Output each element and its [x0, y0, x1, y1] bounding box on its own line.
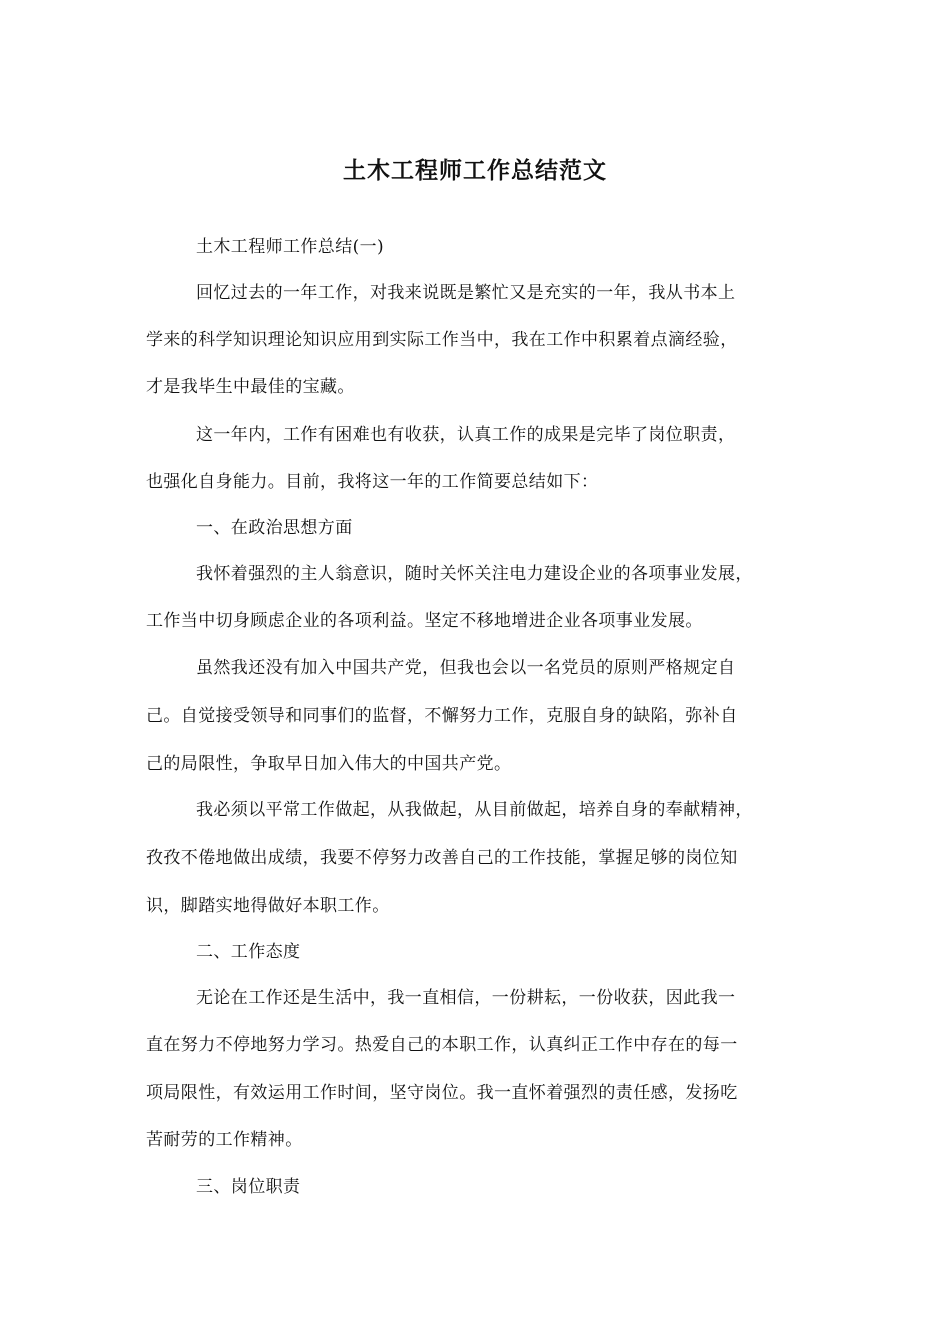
paragraph-line: 才是我毕生中最佳的宝藏。	[146, 377, 355, 397]
paragraph-line: 回忆过去的一年工作，对我来说既是繁忙又是充实的一年，我从书本上	[196, 283, 736, 303]
document-title: 土木工程师工作总结范文	[343, 157, 607, 184]
paragraph-line: 识，脚踏实地得做好本职工作。	[146, 896, 390, 916]
paragraph-line: 直在努力不停地努力学习。热爱自己的本职工作，认真纠正工作中存在的每一	[146, 1035, 738, 1055]
paragraph-line: 无论在工作还是生活中，我一直相信，一份耕耘，一份收获，因此我一	[196, 988, 736, 1008]
paragraph-line: 苦耐劳的工作精神。	[146, 1130, 303, 1150]
paragraph-line: 孜孜不倦地做出成绩，我要不停努力改善自己的工作技能，掌握足够的岗位知	[146, 848, 738, 868]
paragraph-line: 虽然我还没有加入中国共产党，但我也会以一名党员的原则严格规定自	[196, 658, 736, 678]
paragraph-line: 己。自觉接受领导和同事们的监督，不懈努力工作，克服自身的缺陷，弥补自	[146, 706, 738, 726]
section-heading: 一、在政治思想方面	[196, 518, 353, 538]
paragraph-line: 学来的科学知识理论知识应用到实际工作当中，我在工作中积累着点滴经验，	[146, 330, 738, 350]
paragraph-line: 也强化自身能力。目前，我将这一年的工作简要总结如下：	[146, 472, 599, 492]
paragraph-line: 己的局限性，争取早日加入伟大的中国共产党。	[146, 754, 512, 774]
paragraph-line: 这一年内，工作有困难也有收获，认真工作的成果是完毕了岗位职责，	[196, 425, 736, 445]
paragraph-line: 工作当中切身顾虑企业的各项利益。坚定不移地增进企业各项事业发展。	[146, 611, 703, 631]
section-heading: 二、工作态度	[196, 942, 301, 962]
subtitle-line: 土木工程师工作总结(一)	[196, 237, 385, 257]
paragraph-line: 我必须以平常工作做起，从我做起，从目前做起，培养自身的奉献精神，	[196, 800, 753, 820]
paragraph-line: 项局限性，有效运用工作时间，坚守岗位。我一直怀着强烈的责任感，发扬吃	[146, 1083, 738, 1103]
paragraph-line: 我怀着强烈的主人翁意识，随时关怀关注电力建设企业的各项事业发展，	[196, 564, 753, 584]
section-heading: 三、岗位职责	[196, 1177, 301, 1197]
